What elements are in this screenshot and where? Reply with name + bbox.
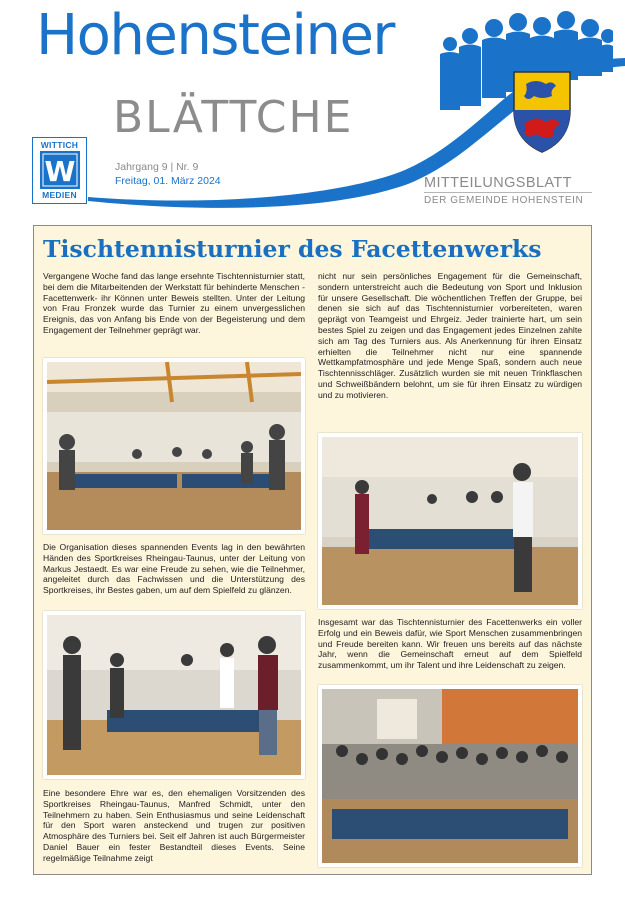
- photo-gym-tournament-image: [47, 362, 301, 530]
- newspaper-subtitle: BLÄTTCHE: [113, 92, 354, 143]
- photo-group-cheering-image: [322, 689, 578, 863]
- gazette-divider: [424, 192, 592, 193]
- photo-mayor-playing: [318, 433, 582, 609]
- article-paragraph-2: Die Organisation dieses spannenden Events lag in den bewährten Händen des Sportkreises Rheingau-Taunus, unter der Leitung von Markus Jestaedt. Es war eine Freude zu sehen, wie die Teilnehmer, angeleitet durch das Fachwissen und die Unterstützung des Sportkreises, ihr Bestes gaben, um auf dem Spielfeld zu glänzen.: [43, 542, 305, 596]
- issue-number: Jahrgang 9 | Nr. 9: [115, 161, 199, 173]
- article-headline: Tischtennisturnier des Facettenwerks: [43, 235, 542, 263]
- article-paragraph-3: Eine besondere Ehre war es, den ehemaligen Vorsitzenden des Sportkreises Rheingau-Taunus, Manfred Schmidt, unter den Teilnehmern zu haben. Sein Enthusiasmus und seine Leidenschaft für den Sport waren ansteckend und trugen zur positiven Atmosphäre des Turniers bei. Seit elf Jahren ist auch Bürgermeister Daniel Bauer ein fester Bestandteil dieses Events. Seine regelmäßige Teilnahme zeigt: [43, 788, 305, 863]
- photo-gym-tournament: [43, 358, 305, 534]
- photo-match-play-image: [47, 615, 301, 775]
- issue-date: Freitag, 01. März 2024: [115, 175, 221, 187]
- publisher-logo-mark: W: [44, 155, 75, 188]
- photo-match-play: [43, 611, 305, 779]
- publisher-logo-top-text: WITTICH: [40, 140, 79, 150]
- article-paragraph-4: nicht nur sein persönliches Engagement für die Gemeinschaft, sondern unterstreicht auch die Bedeutung von Sport und Inklusion für unsere Gesellschaft. Die wöchentlichen Treffen der Gruppe, bei denen sie sich auf das Tischtennisturnier vorbereiteten, waren geprägt von Teamgeist und Ehrgeiz. Jeder trainierte hart, um sein bestes Spiel zu zeigen und das Engagement jedes Einzelnen zahlte sich am Tag des Turniers aus. Als Anerkennung für ihren Einsatz erhielten die Teilnehmer nicht nur eine spannende Wettkampfatmosphäre und jede Menge Spaß, sondern auch neue Tischtennisschläger. Zusätzlich wurden sie mit neuen Trinkflaschen und Schweißbändern belohnt, um sie für ihren Einsatz zu würdigen und zu motivieren.: [318, 271, 582, 400]
- article-panel: [33, 225, 592, 875]
- publisher-logo: [32, 137, 87, 204]
- article-paragraph-5: Insgesamt war das Tischtennisturnier des Facettenwerks ein voller Erfolg und ein Beweis dafür, wie Sport Menschen zusammenbringen und Freude bereiten kann. Wir freuen uns bereits auf das nächste Jahr, wenn die Gemeinschaft erneut auf dem Spielfeld zusammenkommt, um ihr Talent und ihre Leidenschaft zu zeigen.: [318, 617, 582, 671]
- newspaper-title: Hohensteiner: [36, 3, 394, 68]
- publisher-logo-bottom-text: MEDIEN: [42, 190, 77, 200]
- gazette-title: MITTEILUNGSBLATT: [424, 175, 572, 191]
- article-paragraph-1: Vergangene Woche fand das lange ersehnte Tischtennisturnier statt, bei dem die Mitarbeitenden der Werkstatt für behinderte Menschen -Facettenwerk- ihr Können unter Beweis stellten. Unter der Leitung von Frau Fronzek wurde das Turnier zu einem unvergesslichen Ereignis, das von Anfang bis Ende von der Begeisterung und dem Engagement der Teilnehmer geprägt war.: [43, 271, 305, 335]
- photo-mayor-playing-image: [322, 437, 578, 605]
- publisher-w-icon: [40, 151, 80, 189]
- coat-of-arms-icon: [512, 70, 572, 154]
- masthead: [0, 0, 625, 215]
- issue-info: [115, 160, 221, 188]
- gazette-subtitle: DER GEMEINDE HOHENSTEIN: [424, 195, 584, 206]
- photo-group-cheering: [318, 685, 582, 867]
